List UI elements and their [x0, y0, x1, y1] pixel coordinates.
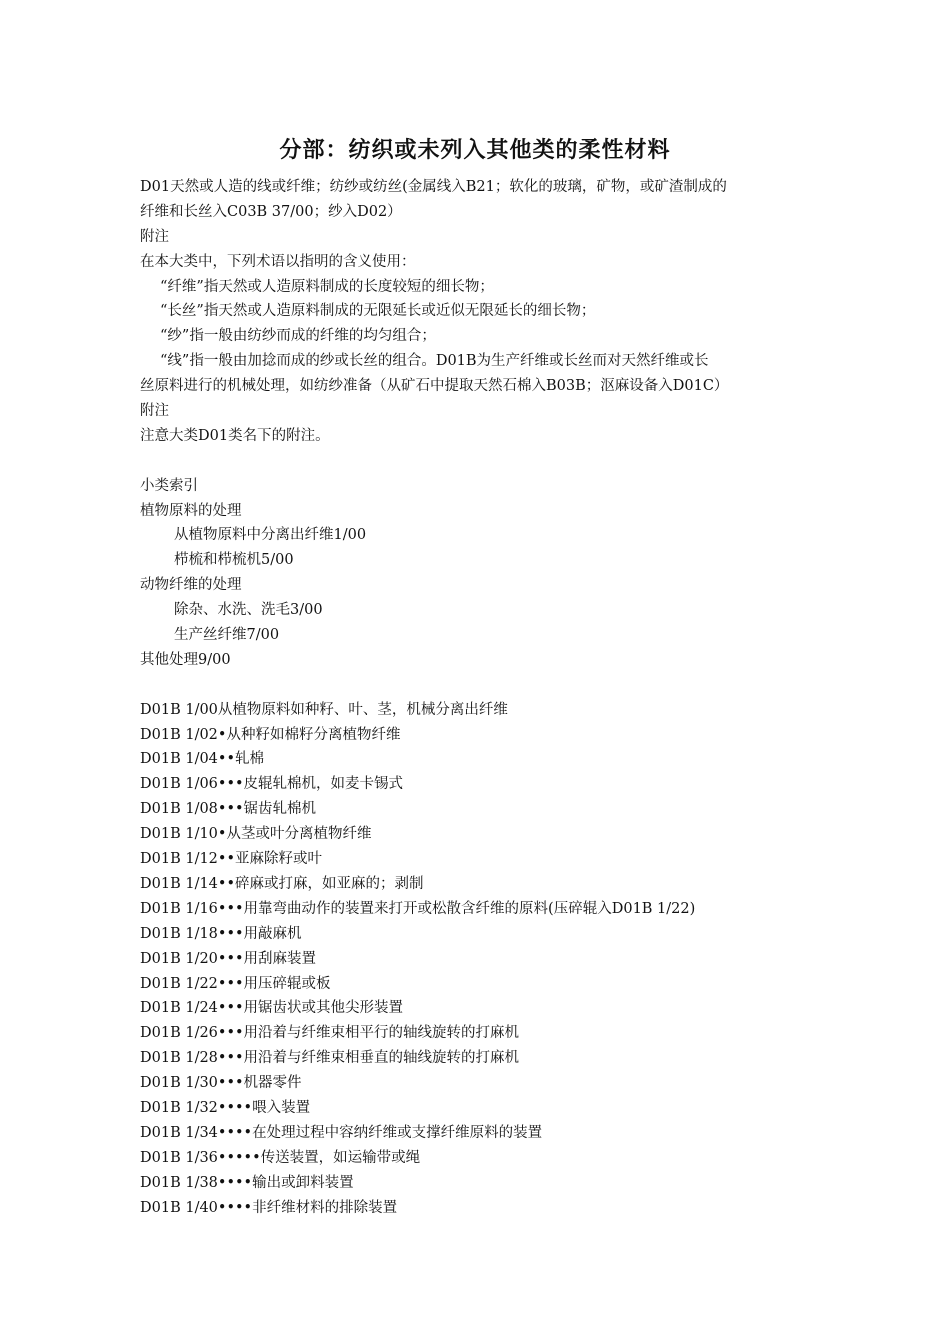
note-label: 附注: [140, 228, 169, 245]
term-definition: “线”指一般由加捻而成的纱或长丝的组合。D01B为生产纤维或长丝而对天然纤维或长: [160, 353, 709, 370]
terms-intro: 在本大类中，下列术语以指明的含义使用：: [140, 253, 416, 270]
document-body: [140, 175, 820, 1220]
classification-entry: D01B 1/30•••机器零件: [140, 1075, 302, 1092]
classification-entry: D01B 1/12••亚麻除籽或叶: [140, 851, 323, 868]
classification-entry: D01B 1/26•••用沿着与纤维束相平行的轴线旋转的打麻机: [140, 1025, 520, 1042]
term-definition: “纤维”指天然或人造原料制成的长度较短的细长物；: [160, 278, 494, 295]
term-definition: “纱”指一般由纺纱而成的纤维的均匀组合；: [160, 328, 436, 345]
classification-entry: D01B 1/32••••喂入装置: [140, 1099, 311, 1116]
classification-entry: D01B 1/22•••用压碎辊或板: [140, 975, 331, 992]
index-group: 植物原料的处理: [140, 502, 242, 519]
classification-entry: D01B 1/36•••••传送装置，如运输带或绳: [140, 1149, 421, 1166]
classification-entry: D01B 1/16•••用靠弯曲动作的装置来打开或松散含纤维的原料(压碎辊入D01B 1/22): [140, 900, 696, 917]
index-item: 从植物原料中分离出纤维1/00: [174, 527, 367, 544]
classification-entry: D01B 1/14••碎麻或打麻，如亚麻的；剥制: [140, 875, 424, 892]
index-group: 其他处理9/00: [140, 651, 231, 668]
term-definition-continued: 丝原料进行的机械处理，如纺纱准备（从矿石中提取天然石棉入B03B；沤麻设备入D01C）: [140, 378, 729, 395]
page-title: 分部：纺织或未列入其他类的柔性材料: [279, 138, 671, 163]
index-heading: 小类索引: [140, 477, 198, 494]
classification-entry: D01B 1/08•••锯齿轧棉机: [140, 801, 317, 818]
classification-entry: D01B 1/38••••输出或卸料装置: [140, 1174, 354, 1191]
classification-entry: D01B 1/00从植物原料如种籽、叶、茎，机械分离出纤维: [140, 701, 508, 718]
index-item: 生产丝纤维7/00: [174, 627, 280, 644]
spacer: [140, 449, 820, 474]
note-text: 注意大类D01类名下的附注。: [140, 427, 330, 444]
note-label: 附注: [140, 403, 169, 420]
index-item: 除杂、水洗、洗毛3/00: [174, 602, 323, 619]
spacer: [140, 673, 820, 698]
intro-line: 纤维和长丝入C03B 37/00；纱入D02）: [140, 203, 402, 220]
classification-entry: D01B 1/34••••在处理过程中容纳纤维或支撑纤维原料的装置: [140, 1124, 543, 1141]
index-item: 栉梳和栉梳机5/00: [174, 552, 294, 569]
classification-entry: D01B 1/28•••用沿着与纤维束相垂直的轴线旋转的打麻机: [140, 1050, 520, 1067]
classification-entry: D01B 1/18•••用敲麻机: [140, 925, 302, 942]
classification-entry: D01B 1/24•••用锯齿状或其他尖形装置: [140, 1000, 404, 1017]
term-definition: “长丝”指天然或人造原料制成的无限延长或近似无限延长的细长物；: [160, 303, 596, 320]
classification-entry: D01B 1/02•从种籽如棉籽分离植物纤维: [140, 726, 401, 743]
classification-entry: D01B 1/10•从茎或叶分离植物纤维: [140, 826, 372, 843]
classification-entry: D01B 1/04••轧棉: [140, 751, 265, 768]
intro-line: D01天然或人造的线或纤维；纺纱或纺丝(金属线入B21；软化的玻璃，矿物，或矿渣制成的: [140, 179, 727, 195]
classification-entry: D01B 1/06•••皮辊轧棉机，如麦卡锡式: [140, 776, 404, 793]
classification-entry: D01B 1/20•••用刮麻装置: [140, 950, 317, 967]
index-group: 动物纤维的处理: [140, 577, 242, 594]
classification-entry: D01B 1/40••••非纤维材料的排除装置: [140, 1199, 398, 1216]
